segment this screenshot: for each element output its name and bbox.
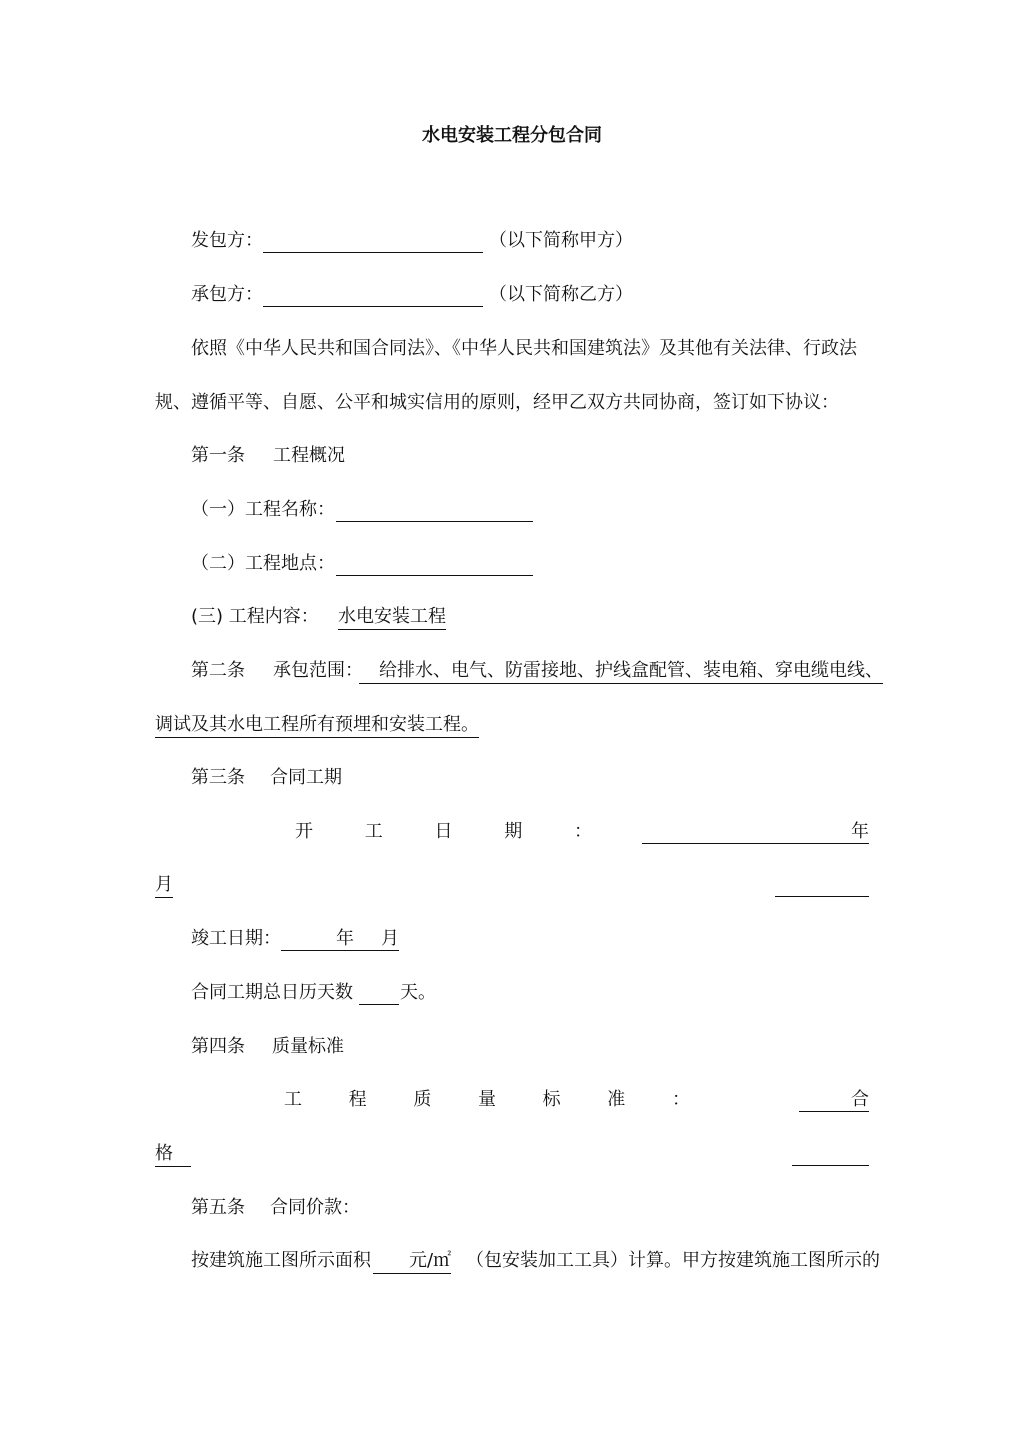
party-a-label: 发包方： [191,230,263,251]
preamble-line-1: 依照《中华人民共和国合同法》、《中华人民共和国建筑法》及其他有关法律、行政法 [191,338,857,359]
start-date-char: 工 [364,821,383,842]
quality-value-part-1: 合 [851,1089,869,1110]
quality-char: 质 [413,1089,432,1110]
scope-value-line-1: 给排水、电气、防雷接地、护线盒配管、装电箱、穿电缆电线、 [359,660,883,684]
start-date-char: 日 [434,821,453,842]
start-date-month-wrap [155,873,173,897]
article-3-title: 合同工期 [270,767,342,788]
project-name-blank[interactable] [336,521,533,522]
quality-value-part-2-wrap [155,1142,191,1166]
project-location-label: （二）工程地点： [191,553,335,574]
article-2-number: 第二条 [191,660,245,681]
start-date-char: 开 [295,821,313,842]
start-date-char: ： [574,821,592,842]
article-5-number: 第五条 [191,1197,245,1218]
completion-date-year: 年 [336,928,354,949]
project-content-wrap [338,605,446,629]
start-date-label [295,820,592,844]
total-days-prefix: 合同工期总日历天数 [191,982,353,1003]
party-b-label: 承包方： [191,284,263,305]
start-date-month: 月 [155,874,173,898]
project-location-blank[interactable] [336,575,533,576]
article-2-label: 承包范围： [273,660,363,681]
scope-line-2-wrap [155,713,479,737]
article-1-title: 工程概况 [273,445,345,466]
total-days-blank[interactable] [359,1004,399,1005]
article-4-title: 质量标准 [272,1036,344,1057]
project-content-label: (三) 工程内容： [191,606,319,627]
project-content-value: 水电安装工程 [338,606,446,630]
quality-char: 标 [542,1089,561,1110]
quality-value-blank-2[interactable] [792,1165,869,1166]
article-3-number: 第三条 [191,767,245,788]
total-days-suffix: 天。 [400,982,436,1003]
party-b-blank[interactable] [263,306,483,307]
start-date-char: 期 [504,821,523,842]
article-5-title: 合同价款： [270,1197,360,1218]
document-title: 水电安装工程分包合同 [422,125,602,146]
completion-date-month: 月 [381,928,399,949]
price-prefix: 按建筑施工图所示面积 [191,1250,371,1271]
article-1-number: 第一条 [191,445,245,466]
quality-char: ： [671,1089,690,1110]
quality-standard-label [284,1088,690,1112]
scope-line-1-wrap [359,659,883,683]
start-date-blank[interactable] [642,843,869,844]
article-4-number: 第四条 [191,1036,245,1057]
project-name-label: （一）工程名称： [191,499,335,520]
quality-char: 程 [348,1089,367,1110]
preamble-line-2: 规、遵循平等、自愿、公平和城实信用的原则，经甲乙双方共同协商，签订如下协议： [155,392,839,413]
scope-value-line-2: 调试及其水电工程所有预埋和安装工程。 [155,714,479,738]
quality-value-part-2: 格 [155,1143,191,1167]
party-a-blank[interactable] [263,252,483,253]
price-unit-wrap [373,1249,451,1273]
start-date-month-blank[interactable] [775,896,869,897]
completion-date-label: 竣工日期： [191,928,281,949]
price-suffix: （包安装加工工具）计算。甲方按建筑施工图所示的 [466,1250,880,1271]
quality-char: 准 [607,1089,626,1110]
quality-char: 工 [284,1089,302,1110]
party-a-suffix: （以下简称甲方） [489,230,633,251]
start-date-year: 年 [851,821,869,842]
price-unit: 元/㎡ [373,1250,451,1274]
party-b-suffix: （以下简称乙方） [489,284,633,305]
quality-char: 量 [477,1089,496,1110]
